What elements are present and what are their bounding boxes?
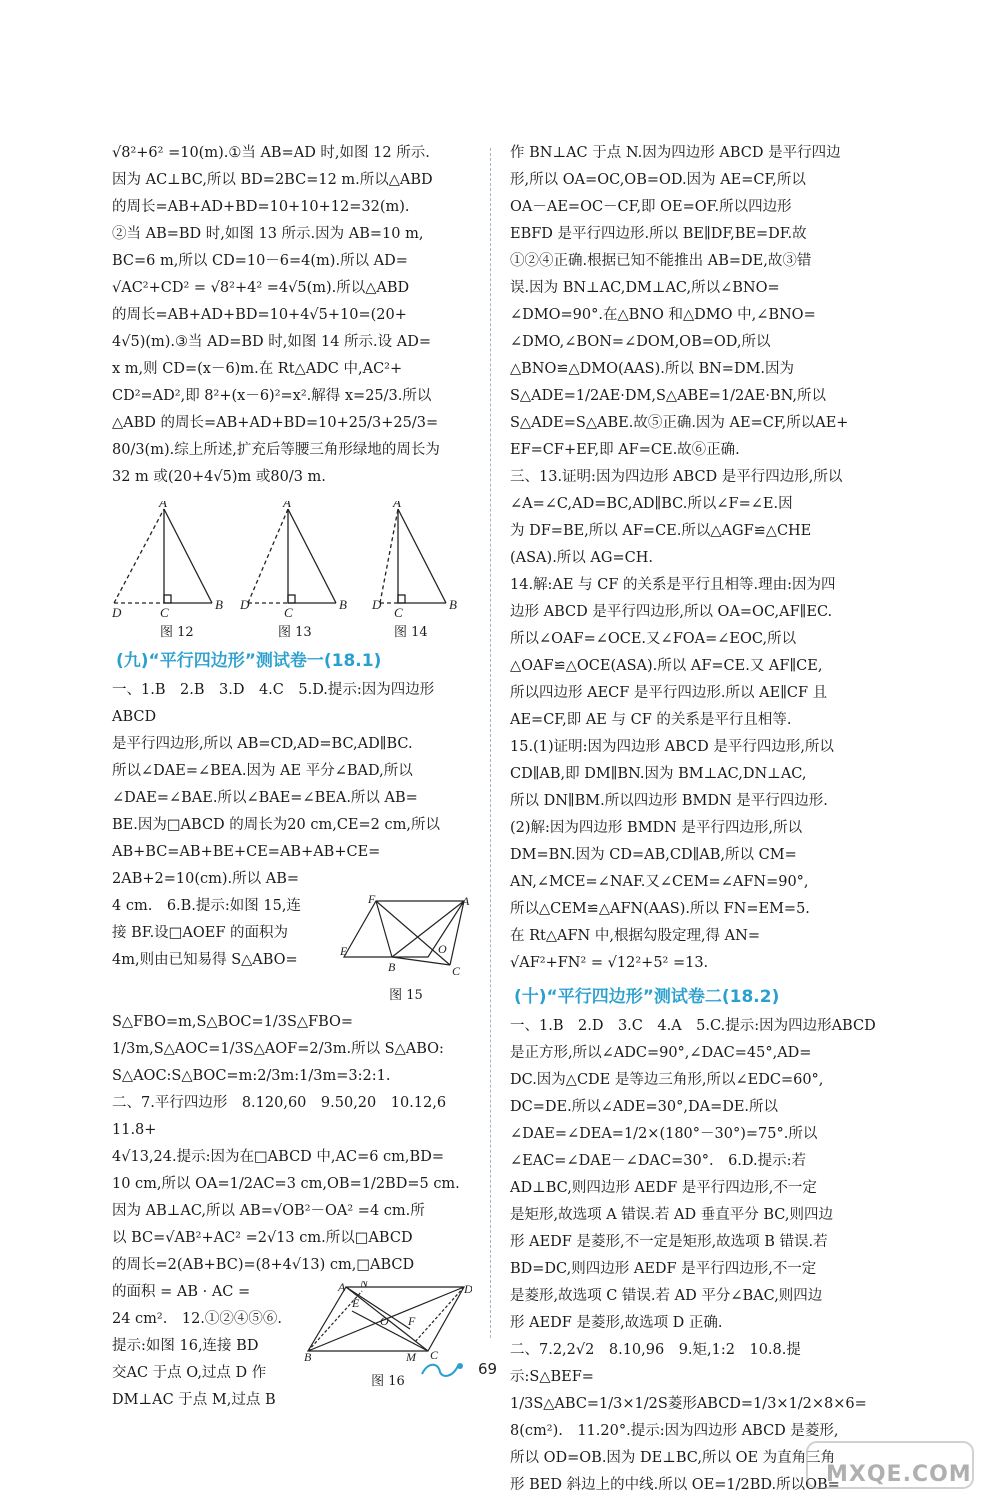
left-p1-line: BC=6 m,所以 CD=10－6=4(m).所以 AD=: [112, 253, 408, 269]
figures-12-14: [112, 501, 472, 619]
right-p1-line: DM=BN.因为 CD=AB,CD∥AB,所以 CM=: [510, 847, 797, 863]
fig13-line-da: [248, 509, 288, 603]
right-p1-line: EBFD 是平行四边形.所以 BE∥DF,BE=DF.故: [510, 226, 807, 242]
left-p2-line: 2AB+2=10(cm).所以 AB=: [112, 871, 300, 887]
left-p1-line: 的周长=AB+AD+BD=10+10+12=32(m).: [112, 199, 410, 215]
right-p1-line: 为 DF=BE,所以 AF=CE.所以△AGF≌△CHE: [510, 523, 812, 539]
caption-fig12: 图 12: [160, 625, 194, 640]
fig14-line-ab: [398, 509, 446, 603]
right-p1-line: 边形 ABCD 是平行四边形,所以 OA=OC,AF∥EC.: [510, 604, 833, 620]
left-text-block-1: [112, 140, 472, 491]
caption-fig14: 图 14: [394, 625, 428, 640]
footer-ornament-icon: [418, 1360, 466, 1382]
fig13-label-a: A: [283, 501, 291, 510]
fig15-label-b: B: [388, 960, 396, 974]
left-fig16-line: 交AC 于点 O,过点 D 作: [112, 1365, 267, 1381]
right-p2-line: 1/3S△ABC=1/3×1/2S菱形ABCD=1/3×1/2×8×6=: [510, 1396, 867, 1412]
left-p2-line: ∠DAE=∠BAE.所以∠BAE=∠BEA.所以 AB=: [112, 790, 418, 806]
right-p2-line: 形 AEDF 是菱形,故选项 D 正确.: [510, 1315, 723, 1331]
right-p1-line: ①②④正确.根据已知不能推出 AB=DE,故③错: [510, 253, 812, 269]
left-p3-line: 10 cm,所以 OA=1/2AC=3 cm,OB=1/2BD=5 cm.: [112, 1176, 460, 1192]
left-column: [112, 140, 472, 1414]
fig16-label-c: C: [430, 1348, 439, 1362]
right-p1-line: 误.因为 BN⊥AC,DM⊥AC,所以∠BNO=: [510, 280, 780, 296]
right-p2-line: 二、7.2,2√2 8.10,96 9.矩,1:2 10.8.提示:S△BEF=: [510, 1342, 801, 1385]
left-p3-line: 4√13,24.提示:因为在□ABCD 中,AC=6 cm,BD=: [112, 1149, 444, 1165]
right-column: [510, 140, 882, 1499]
left-p1-line: 32 m 或(20+4√5)m 或80/3 m.: [112, 469, 326, 485]
right-p1-line: AN,∠MCE=∠NAF.又∠CEM=∠AFN=90°,: [510, 874, 809, 890]
right-p2-line: 所以 OD=OB.因为 DE⊥BC,所以 OE 为直角三角: [510, 1450, 836, 1466]
fig14-line-da: [380, 509, 398, 603]
right-p1-line: OA－AE=OC－CF,即 OE=OF.所以四边形: [510, 199, 792, 215]
figure-captions-12-14: [112, 619, 472, 641]
watermark-text: MXQE.COM: [826, 1462, 972, 1487]
fig12-line-da: [114, 509, 164, 603]
fig12-label-b: B: [215, 597, 223, 612]
fig14-right-angle: [398, 595, 405, 603]
parallelogram-fig16: [304, 1281, 472, 1363]
right-p1-line: EF=CF+EF,即 AF=CE.故⑥正确.: [510, 442, 740, 458]
fig16-label-f: F: [408, 1314, 416, 1328]
fig16-label-d: D: [464, 1282, 472, 1296]
right-p1-line: 所以△CEM≌△AFN(AAS).所以 FN=EM=5.: [510, 901, 810, 917]
left-p1-line: √8²+6² =10(m).①当 AB=AD 时,如图 12 所示.: [112, 145, 430, 161]
right-p2-line: 一、1.B 2.D 3.C 4.A 5.C.提示:因为四边形ABCD: [510, 1018, 876, 1034]
section-title-9: (九)“平行四边形”测试卷一(18.1): [116, 651, 382, 671]
left-p3-line: 二、7.平行四边形 8.120,60 9.50,20 10.12,6 11.8+: [112, 1095, 461, 1138]
left-p1-line: 的周长=AB+AD+BD=10+4√5+10=(20+: [112, 307, 407, 323]
fig16-label-b: B: [304, 1350, 312, 1363]
right-p1-line: CD∥AB,即 DM∥BN.因为 BM⊥AC,DN⊥AC,: [510, 766, 807, 782]
fig14-label-c: C: [394, 605, 403, 619]
fig14-label-b: B: [449, 597, 457, 612]
right-p1-line: 14.解:AE 与 CF 的关系是平行且相等.理由:因为四: [510, 577, 836, 593]
right-p1-line: ∠DMO=90°.在△BNO 和△DMO 中,∠BNO=: [510, 307, 816, 323]
triangle-figures: [112, 501, 472, 619]
right-p1-line: 作 BN⊥AC 于点 N.因为四边形 ABCD 是平行四边: [510, 145, 841, 161]
left-fig15-line: 1/3m,S△AOC=1/3S△AOF=2/3m.所以 S△ABO:: [112, 1041, 444, 1057]
fig12-right-angle: [164, 595, 171, 603]
fig14-label-d: D: [372, 597, 382, 612]
left-p1-line: x m,则 CD=(x－6)m.在 Rt△ADC 中,AC²+: [112, 361, 403, 377]
fig12-line-ab: [164, 509, 212, 603]
fig16-label-m: M: [406, 1350, 416, 1363]
fig15-line-fb: [376, 901, 392, 957]
right-p2-line: ∠DAE=∠DEA=1/2×(180°－30°)=75°.所以: [510, 1126, 818, 1142]
right-p1-line: S△ADE=1/2AE·DM,S△ABE=1/2AE·BN,所以: [510, 388, 826, 404]
left-fig16-line: 24 cm². 12.①②④⑤⑥.: [112, 1311, 283, 1327]
fig12-label-a: A: [159, 501, 167, 510]
right-p1-line: △BNO≌△DMO(AAS).所以 BN=DM.因为: [510, 361, 795, 377]
parallelogram-fig15: [340, 895, 472, 977]
fig13-label-c: C: [284, 605, 293, 619]
caption-fig15: 图 15: [389, 988, 423, 1003]
left-p2-line: 一、1.B 2.B 3.D 4.C 5.D.提示:因为四边形 ABCD: [112, 682, 439, 725]
fig16-label-a: A: [338, 1281, 346, 1294]
left-text-block-3: [112, 1090, 472, 1279]
right-p1-line: 所以四边形 AECF 是平行四边形.所以 AE∥CF 且: [510, 685, 828, 701]
left-fig16-line: DM⊥AC 于点 M,过点 B: [112, 1392, 276, 1408]
right-p2-line: 是菱形,故选项 C 错误.若 AD 平分∠BAC,则四边: [510, 1288, 823, 1304]
right-p2-line: 是正方形,所以∠ADC=90°,∠DAC=45°,AD=: [510, 1045, 812, 1061]
right-p1-line: √AF²+FN² = √12²+5² =13.: [510, 955, 709, 971]
right-p2-line: 是矩形,故选项 A 错误.若 AD 垂直平分 BC,则四边: [510, 1207, 833, 1223]
left-fig15-line: S△AOC:S△BOC=m:2/3m:1/3m=3:2:1.: [112, 1068, 391, 1084]
fig16-label-n: N: [360, 1281, 369, 1290]
left-p1-line: ②当 AB=BD 时,如图 13 所示.因为 AB=10 m,: [112, 226, 424, 242]
left-p1-line: 4√5)(m).③当 AD=BD 时,如图 14 所示.设 AD=: [112, 334, 432, 350]
fig16-line-dm: [414, 1287, 464, 1343]
left-fig16-line: 提示:如图 16,连接 BD: [112, 1338, 259, 1354]
left-fig15-line: S△FBO=m,S△BOC=1/3S△FBO=: [112, 1014, 354, 1030]
right-p1-line: △OAF≌△OCE(ASA).所以 AF=CE.又 AF∥CE,: [510, 658, 823, 674]
page-number: 69: [478, 1360, 498, 1378]
right-p1-line: 形,所以 OA=OC,OB=OD.因为 AE=CF,所以: [510, 172, 806, 188]
fig16-label-o: O: [380, 1314, 389, 1328]
left-p3-line: 因为 AB⊥AC,所以 AB=√OB²－OA² =4 cm.所: [112, 1203, 425, 1219]
fig15-label-e: E: [340, 944, 348, 958]
left-p3-line: 的周长=2(AB+BC)=(8+4√13) cm,□ABCD: [112, 1257, 415, 1273]
section-title-10: (十)“平行四边形”测试卷二(18.2): [514, 987, 780, 1007]
right-p2-line: DC=DE.所以∠ADE=30°,DA=DE.所以: [510, 1099, 779, 1115]
right-p1-line: 三、13.证明:因为四边形 ABCD 是平行四边形,所以: [510, 469, 843, 485]
fig15-label-a: A: [462, 895, 470, 908]
left-p3-line: 以 BC=√AB²+AC² =2√13 cm.所以□ABCD: [112, 1230, 413, 1246]
left-p1-line: 80/3(m).综上所述,扩充后等腰三角形绿地的周长为: [112, 442, 440, 458]
right-p2-line: 形 BED 斜边上的中线.所以 OE=1/2BD.所以OB=: [510, 1477, 840, 1493]
left-p1-line: √AC²+CD² = √8²+4² =4√5(m).所以△ABD: [112, 280, 410, 296]
right-p1-line: 在 Rt△AFN 中,根据勾股定理,得 AN=: [510, 928, 760, 944]
fig15-wrap: [112, 893, 472, 1090]
left-text-block-2: [112, 677, 472, 893]
right-p1-line: 所以 DN∥BM.所以四边形 BMDN 是平行四边形.: [510, 793, 828, 809]
fig15-label-f: F: [368, 895, 376, 906]
left-fig16-line: 的面积 = AB · AC =: [112, 1284, 251, 1300]
column-divider: [490, 148, 491, 1338]
fig13-line-ab: [288, 509, 336, 603]
left-fig15-line: 接 BF.设□AOEF 的面积为: [112, 925, 288, 941]
right-p1-line: 所以∠OAF=∠OCE.又∠FOA=∠EOC,所以: [510, 631, 797, 647]
fig13-label-b: B: [339, 597, 347, 612]
fig12-label-d: D: [112, 605, 122, 619]
fig13-right-angle: [288, 595, 295, 603]
right-p2-line: ∠EAC=∠DAE－∠DAC=30°. 6.D.提示:若: [510, 1153, 807, 1169]
right-p1-line: ∠DMO,∠BON=∠DOM,OB=OD,所以: [510, 334, 771, 350]
fig15-label-c: C: [452, 964, 461, 977]
right-p2-line: AD⊥BC,则四边形 AEDF 是平行四边形,不一定: [510, 1180, 817, 1196]
fig14-label-a: A: [393, 501, 401, 510]
left-p2-line: 所以∠DAE=∠BEA.因为 AE 平分∠BAD,所以: [112, 763, 413, 779]
left-p2-line: BE.因为□ABCD 的周长为20 cm,CE=2 cm,所以: [112, 817, 440, 833]
right-p1-line: (ASA).所以 AG=CH.: [510, 550, 653, 566]
left-fig15-line: 4 cm. 6.B.提示:如图 15,连: [112, 898, 301, 914]
fig15-label-o: O: [438, 942, 447, 956]
left-fig15-line: 4m,则由已知易得 S△ABO=: [112, 952, 298, 968]
left-p1-line: △ABD 的周长=AB+AD+BD=10+25/3+25/3=: [112, 415, 439, 431]
right-p2-line: 8(cm²). 11.20°.提示:因为四边形 ABCD 是菱形,: [510, 1423, 839, 1439]
caption-fig13: 图 13: [278, 625, 312, 640]
right-p1-line: AE=CF,即 AE 与 CF 的关系是平行且相等.: [510, 712, 792, 728]
figure-15: [340, 895, 472, 1005]
fig12-label-c: C: [160, 605, 169, 619]
right-p1-line: (2)解:因为四边形 BMDN 是平行四边形,所以: [510, 820, 803, 836]
left-p1-line: 因为 AC⊥BC,所以 BD=2BC=12 m.所以△ABD: [112, 172, 433, 188]
left-p2-line: AB+BC=AB+BE+CE=AB+AB+CE=: [112, 844, 381, 860]
fig16-wrap: [112, 1279, 472, 1414]
fig16-label-e: E: [352, 1296, 360, 1310]
right-text-block-2: [510, 1013, 882, 1499]
fig13-label-d: D: [240, 597, 250, 612]
right-p2-line: BD=DC,则四边形 AEDF 是平行四边形,不一定: [510, 1261, 817, 1277]
left-p2-line: 是平行四边形,所以 AB=CD,AD=BC,AD∥BC.: [112, 736, 413, 752]
right-p2-line: DC.因为△CDE 是等边三角形,所以∠EDC=60°,: [510, 1072, 824, 1088]
right-text-block-1: [510, 140, 882, 977]
right-p2-line: 形 AEDF 是菱形,不一定是矩形,故选项 B 错误.若: [510, 1234, 828, 1250]
right-p1-line: ∠A=∠C,AD=BC,AD∥BC.所以∠F=∠E.因: [510, 496, 793, 512]
caption-fig16: 图 16: [371, 1374, 405, 1389]
left-p1-line: CD²=AD²,即 8²+(x－6)²=x².解得 x=25/3.所以: [112, 388, 432, 404]
right-p1-line: 15.(1)证明:因为四边形 ABCD 是平行四边形,所以: [510, 739, 834, 755]
right-p1-line: S△ADE=S△ABE.故⑤正确.因为 AE=CF,所以AE+: [510, 415, 849, 431]
